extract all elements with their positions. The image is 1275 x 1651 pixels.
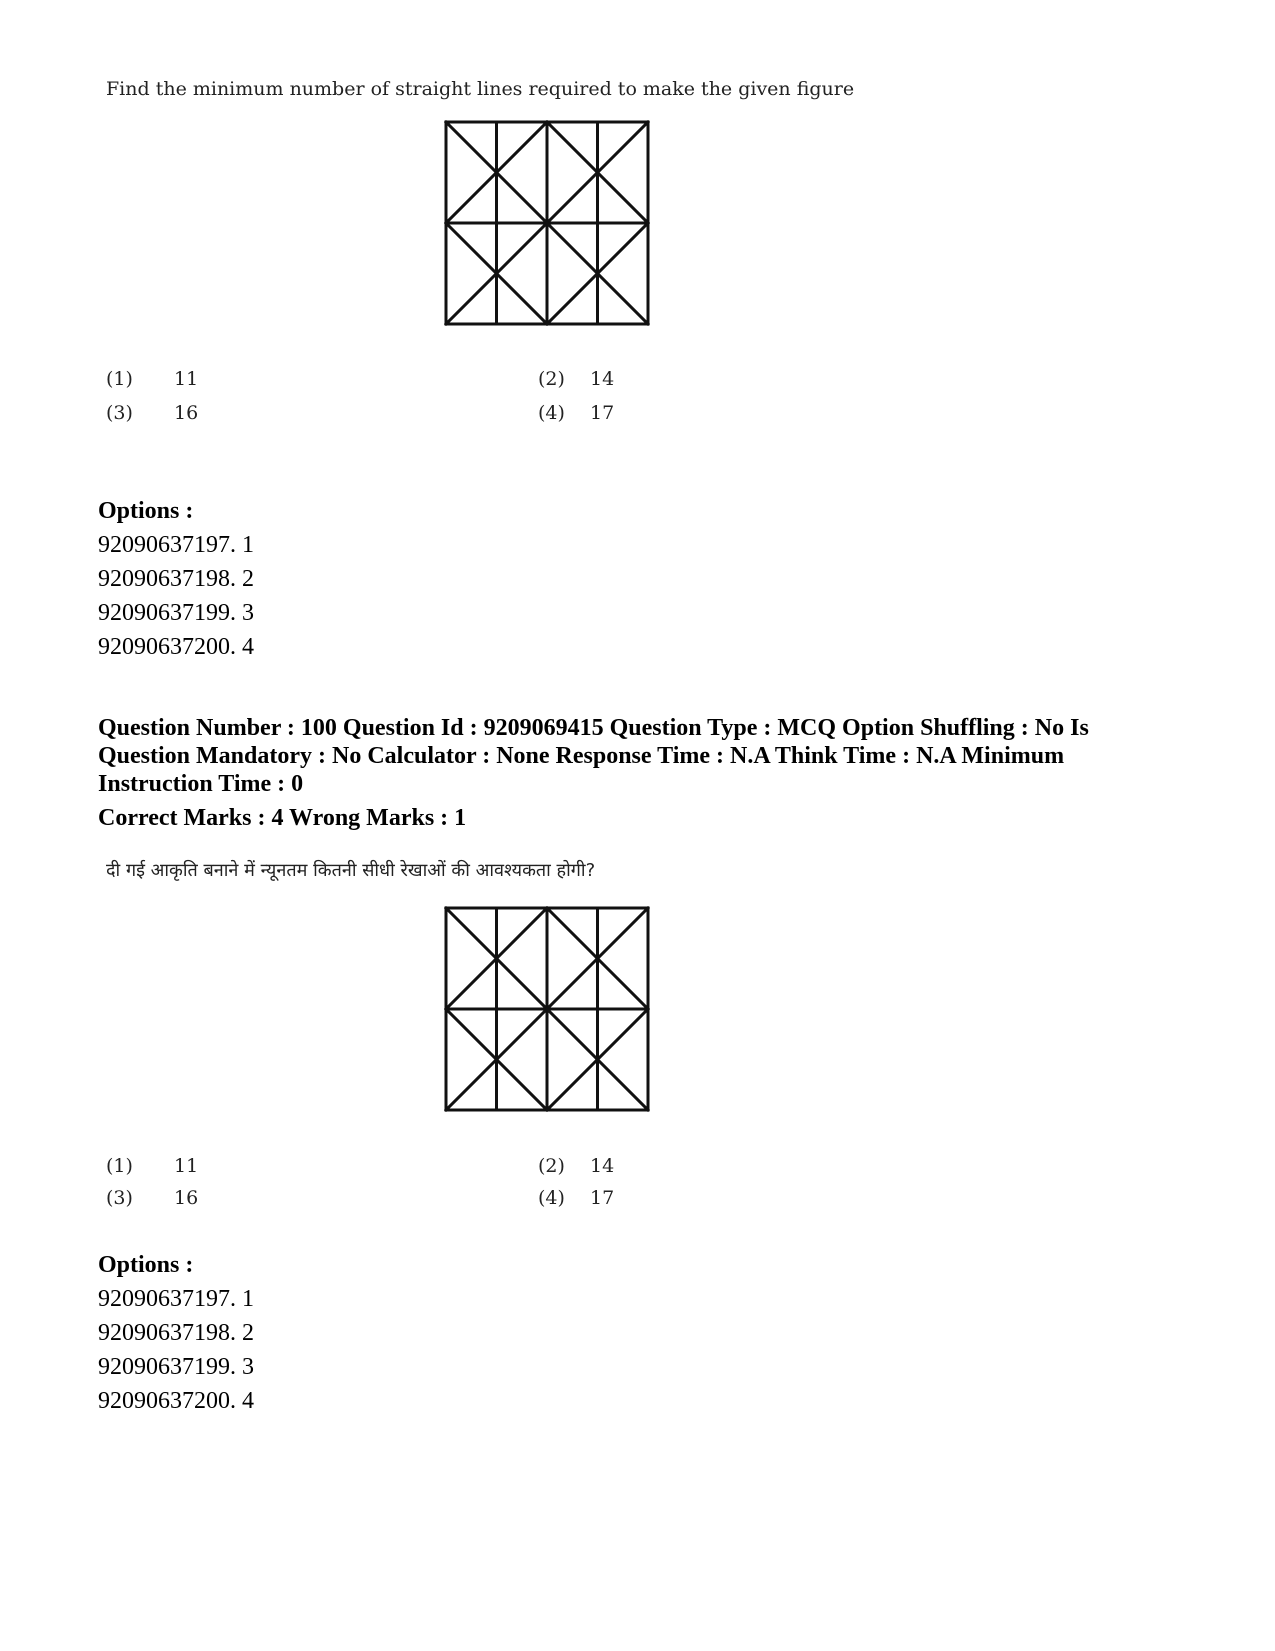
- choice-value: 11: [174, 368, 199, 390]
- option-item: 92090637199. 3: [98, 600, 254, 626]
- choice-value: 17: [590, 402, 615, 424]
- choice-value: 11: [174, 1155, 199, 1177]
- option-item: 92090637198. 2: [98, 566, 254, 592]
- question-text-hindi: दी गई आकृति बनाने में न्यूनतम कितनी सीधी रेखाओं की आवश्यकता होगी?: [106, 860, 596, 881]
- options-heading: Options :: [98, 498, 194, 524]
- choice-number: (4): [538, 1187, 565, 1209]
- option-item: 92090637198. 2: [98, 1320, 254, 1346]
- question-meta-line: Question Mandatory : No Calculator : None Response Time : N.A Think Time : N.A Minimum: [98, 743, 1065, 769]
- choice-number: (2): [538, 368, 565, 390]
- marks-line: Correct Marks : 4 Wrong Marks : 1: [98, 805, 467, 831]
- options-heading: Options :: [98, 1252, 194, 1278]
- choice-number: (4): [538, 402, 565, 424]
- choice-value: 14: [590, 368, 615, 390]
- option-item: 92090637200. 4: [98, 1388, 254, 1414]
- option-item: 92090637200. 4: [98, 634, 254, 660]
- choice-number: (2): [538, 1155, 565, 1177]
- option-item: 92090637199. 3: [98, 1354, 254, 1380]
- line-grid-figure: [444, 120, 650, 326]
- question-meta-line: Question Number : 100 Question Id : 9209069415 Question Type : MCQ Option Shuffling : No Is: [98, 715, 1089, 741]
- choice-value: 14: [590, 1155, 615, 1177]
- option-item: 92090637197. 1: [98, 532, 254, 558]
- choice-number: (1): [106, 368, 133, 390]
- choice-number: (1): [106, 1155, 133, 1177]
- choice-value: 16: [174, 402, 199, 424]
- line-grid-figure: [444, 906, 650, 1112]
- choice-number: (3): [106, 1187, 133, 1209]
- option-item: 92090637197. 1: [98, 1286, 254, 1312]
- choice-number: (3): [106, 402, 133, 424]
- choice-value: 16: [174, 1187, 199, 1209]
- question-text: Find the minimum number of straight lines required to make the given figure: [106, 78, 855, 100]
- question-meta-line: Instruction Time : 0: [98, 771, 304, 797]
- choice-value: 17: [590, 1187, 615, 1209]
